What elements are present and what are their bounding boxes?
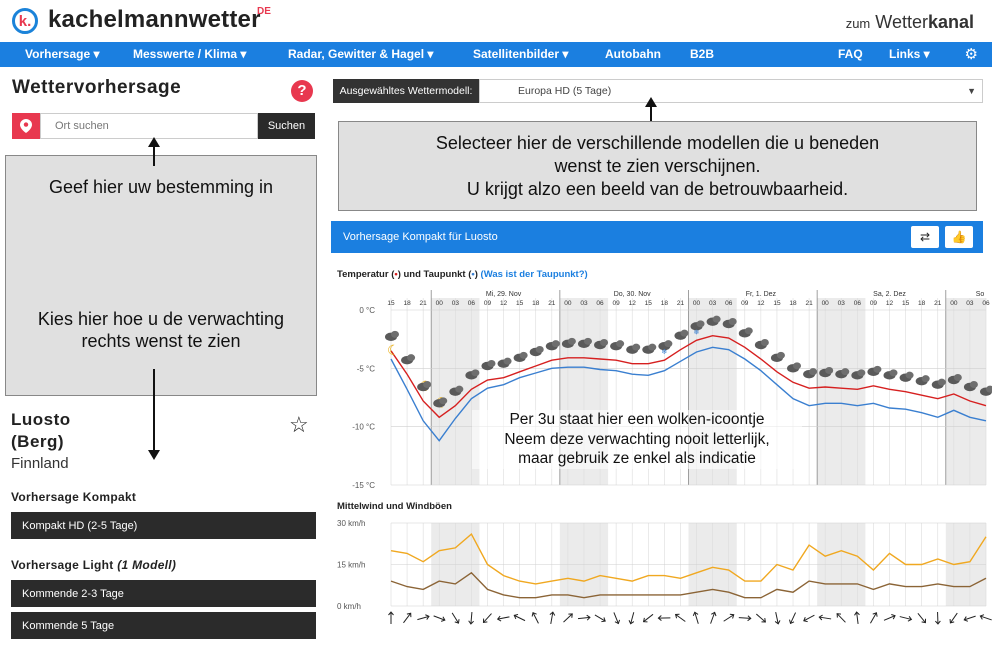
wind-arrow-icon xyxy=(548,612,555,625)
hour-tick-label: 15 xyxy=(773,300,781,307)
logo-suffix: DE xyxy=(257,6,271,17)
cloud-icon xyxy=(890,369,898,376)
hour-tick-label: 03 xyxy=(966,300,974,307)
day-label: Sa, 2. Dez xyxy=(873,291,906,298)
wind-ytick-label: 15 km/h xyxy=(337,560,366,570)
logo-text[interactable]: kachelmannwetter xyxy=(48,6,261,33)
cloud-icon xyxy=(761,339,769,346)
wind-arrow-icon xyxy=(562,612,574,624)
wind-arrow-icon xyxy=(803,613,816,623)
section-light xyxy=(11,558,176,572)
wind-arrow-icon xyxy=(642,612,655,623)
cloud-icon xyxy=(697,320,705,327)
cloud-icon xyxy=(600,339,608,346)
gear-icon[interactable]: ⚙ xyxy=(964,46,978,63)
nav-autobahn[interactable]: Autobahn xyxy=(605,47,661,61)
wind-arrow-icon xyxy=(899,614,912,622)
wind-arrow-shaft xyxy=(564,614,573,622)
wind-arrow-shaft xyxy=(578,617,590,618)
wind-arrow-icon xyxy=(468,612,474,624)
retweet-icon[interactable]: ⇄ xyxy=(911,226,939,248)
temp-ytick-label: 0 °C xyxy=(359,306,375,315)
section-kompakt: Vorhersage Kompakt xyxy=(11,490,137,504)
hour-tick-label: 18 xyxy=(918,300,926,307)
cloud-icon xyxy=(632,344,640,351)
wetterkanal-link[interactable] xyxy=(846,12,974,33)
wind-arrow-icon xyxy=(935,612,940,624)
snowflake-icon: ❄ xyxy=(661,349,668,357)
wind-arrow-icon xyxy=(482,612,494,624)
wind-arrow-icon xyxy=(868,612,878,625)
forecast-panel-header xyxy=(331,221,983,253)
cloud-icon xyxy=(873,366,881,373)
day-label: Do, 30. Nov xyxy=(613,291,651,298)
cloud-icon xyxy=(455,386,463,393)
kommende-5-button[interactable]: Kommende 5 Tage xyxy=(11,612,316,639)
wind-arrow-icon xyxy=(755,612,767,624)
hour-tick-label: 09 xyxy=(741,300,749,307)
hour-tick-label: 06 xyxy=(467,300,476,307)
cloud-icon xyxy=(439,397,447,404)
hour-tick-label: 03 xyxy=(709,300,717,307)
wind-arrow-icon xyxy=(948,612,959,625)
wind-arrow-icon xyxy=(578,615,590,621)
annotation-cloud-3: maar gebruik ze enkel als indicatie xyxy=(518,450,756,467)
model-selected: Europa HD (5 Tage) xyxy=(518,85,612,97)
chevron-down-icon: ▼ xyxy=(967,86,976,96)
wetterkanal-b: kanal xyxy=(927,12,974,32)
day-label: Mi, 29. Nov xyxy=(485,291,522,298)
nav-satellitenbilder[interactable]: Satellitenbilder ▾ xyxy=(473,47,569,61)
hour-tick-label: 00 xyxy=(564,300,572,307)
cloud-icon xyxy=(857,369,865,376)
annotation-destination-box xyxy=(5,155,317,396)
kommende-2-3-button[interactable]: Kommende 2-3 Tage xyxy=(11,580,316,607)
cloud-icon xyxy=(680,330,688,337)
temp-title-b: • xyxy=(394,269,398,280)
annotation-cloud-2: Neem deze verwachting nooit letterlijk, xyxy=(504,430,770,448)
hour-tick-label: 18 xyxy=(403,300,411,307)
annotation-cloud-1: Per 3u staat hier een wolken-icoontje xyxy=(509,411,765,428)
wind-arrow-icon xyxy=(531,612,541,625)
wind-arrow-icon xyxy=(854,612,860,625)
hour-tick-label: 21 xyxy=(805,300,813,307)
hour-tick-label: 21 xyxy=(934,300,942,307)
annotation-models-3: U krijgt alzo een beeld van de betrouwbaarheid. xyxy=(466,179,849,199)
location-name-2: (Berg) xyxy=(11,432,65,451)
location-country: Finnland xyxy=(11,455,69,472)
hour-tick-label: 03 xyxy=(837,300,845,307)
cloud-icon xyxy=(552,340,560,347)
wind-arrow-icon xyxy=(692,612,700,625)
cloud-icon xyxy=(520,352,528,359)
cloud-icon xyxy=(954,374,962,381)
annotation-cloud-box xyxy=(472,410,802,469)
wind-chart-title: Mittelwind und Windböen xyxy=(337,501,452,512)
wind-arrow-shaft xyxy=(739,618,751,619)
nav-radar[interactable]: Radar, Gewitter & Hagel ▾ xyxy=(288,47,434,61)
cloud-icon xyxy=(616,340,624,347)
hour-tick-label: 12 xyxy=(499,300,508,307)
day-label: So xyxy=(975,291,985,298)
wind-arrow-icon xyxy=(658,615,670,620)
logo-letter: k. xyxy=(18,12,32,30)
temp-title-c: ) und Taupunkt ( xyxy=(397,269,472,280)
annotation-models-2: wenst te zien verschijnen. xyxy=(554,156,761,176)
wind-arrow-icon xyxy=(417,614,430,622)
cloud-icon xyxy=(777,352,785,359)
hour-tick-label: 15 xyxy=(644,300,652,307)
night-band-temp xyxy=(946,298,986,485)
hour-tick-label: 06 xyxy=(853,300,861,307)
wind-arrow-icon xyxy=(963,614,976,622)
wind-arrow-shaft xyxy=(483,614,491,623)
section-light-label: Vorhersage Light xyxy=(11,558,114,572)
hour-tick-label: 15 xyxy=(516,300,524,307)
wind-arrow-icon xyxy=(389,612,394,624)
moon-icon: ☾ xyxy=(387,341,400,358)
cloud-icon xyxy=(584,338,592,345)
annotation-how-2: rechts wenst te zien xyxy=(81,331,241,351)
main-nav xyxy=(0,42,992,67)
hour-tick-label: 12 xyxy=(885,300,894,307)
location-name xyxy=(11,409,71,453)
hour-tick-label: 06 xyxy=(725,300,733,307)
temp-ytick-label: -5 °C xyxy=(356,364,375,374)
cloud-icon xyxy=(504,358,512,365)
hour-tick-label: 21 xyxy=(676,300,685,307)
cloud-icon xyxy=(713,316,721,323)
search-button[interactable]: Suchen xyxy=(258,113,315,139)
wind-arrow-icon xyxy=(883,613,896,622)
wind-arrow-icon xyxy=(980,614,992,623)
wind-arrow-shaft xyxy=(676,614,686,621)
dewpoint-help-link[interactable]: (Was ist der Taupunkt?) xyxy=(480,269,588,280)
wind-ytick-label: 0 km/h xyxy=(337,602,362,611)
top-bar xyxy=(0,0,992,42)
wind-arrow-icon xyxy=(708,612,717,625)
nav-b2b[interactable]: B2B xyxy=(690,47,715,61)
wetterkanal-prefix: zum xyxy=(845,16,871,31)
wind-arrow-icon xyxy=(773,612,780,625)
wind-arrow-icon xyxy=(835,612,847,624)
cloud-icon xyxy=(841,368,849,375)
sidebar xyxy=(0,67,322,653)
cloud-icon xyxy=(471,369,479,376)
cloud-icon xyxy=(825,367,833,374)
hour-tick-label: 09 xyxy=(869,300,878,307)
cloud-icon xyxy=(793,362,801,369)
favorite-star-icon[interactable]: ☆ xyxy=(289,412,309,437)
wind-arrow-shaft xyxy=(471,612,472,624)
hour-tick-label: 00 xyxy=(950,300,958,307)
annotation-arrow-up xyxy=(153,146,155,166)
temp-title-e: ) xyxy=(474,269,481,280)
nav-vorhersage[interactable]: Vorhersage ▾ xyxy=(25,47,100,61)
hour-tick-label: 00 xyxy=(692,300,701,307)
help-icon[interactable]: ? xyxy=(291,80,313,102)
wind-arrow-icon xyxy=(433,614,446,623)
hour-tick-label: 18 xyxy=(532,300,540,307)
wind-arrow-icon xyxy=(594,613,607,623)
cloud-icon xyxy=(745,327,753,334)
section-light-note: (1 Modell) xyxy=(117,558,177,572)
annotation-how-1: Kies hier hoe u de verwachting xyxy=(37,309,285,329)
temp-title-d: • xyxy=(471,269,475,280)
hour-tick-label: 18 xyxy=(660,300,668,307)
wind-arrow-shaft xyxy=(756,614,765,622)
hour-tick-label: 03 xyxy=(451,300,459,307)
hour-tick-label: 12 xyxy=(628,300,636,307)
wind-ytick-label: 30 km/h xyxy=(337,519,366,528)
cloud-icon xyxy=(729,318,737,325)
temp-ytick-label: -15 °C xyxy=(352,481,375,490)
wind-arrow-shaft xyxy=(950,613,957,623)
model-label: Ausgewähltes Wettermodell: xyxy=(333,79,479,103)
cloud-icon xyxy=(970,381,978,388)
wind-arrow-icon xyxy=(612,612,621,625)
wind-arrow-shaft xyxy=(644,614,653,621)
temp-ytick-label: -10 °C xyxy=(352,422,375,432)
wind-arrow-icon xyxy=(513,613,526,623)
temp-title-a: Temperatur ( xyxy=(337,269,395,280)
hour-tick-label: 18 xyxy=(789,300,797,307)
annotation-models-1: Selecteer hier de verschillende modellen die u beneden xyxy=(435,133,880,153)
cloud-icon xyxy=(423,381,431,388)
cloud-icon xyxy=(938,379,946,386)
wind-arrow-icon xyxy=(497,614,510,621)
hour-tick-label: 09 xyxy=(612,300,620,307)
nav-messwerte[interactable]: Messwerte / Klima ▾ xyxy=(133,47,247,61)
annotation-models-box xyxy=(338,121,977,211)
nav-links[interactable]: Links ▾ xyxy=(889,47,930,61)
day-label: Fr, 1. Dez xyxy=(745,291,777,298)
hour-tick-label: 06 xyxy=(596,300,604,307)
location-name-1: Luosto xyxy=(11,410,71,429)
forecast-panel-title: Vorhersage Kompakt für Luosto xyxy=(343,231,498,243)
location-pin-icon[interactable] xyxy=(12,113,40,139)
hour-tick-label: 12 xyxy=(757,300,765,307)
snowflake-icon: ❄ xyxy=(693,329,700,337)
wetterkanal-a: Wetter xyxy=(875,12,928,32)
wind-arrow-shaft xyxy=(837,614,845,623)
hour-tick-label: 06 xyxy=(982,300,990,307)
hour-tick-label: 21 xyxy=(548,300,556,307)
wind-arrow-icon xyxy=(916,612,927,624)
wind-arrow-icon xyxy=(722,613,735,624)
annotation-arrow-down xyxy=(153,369,155,451)
kompakt-hd-button[interactable]: Kompakt HD (2-5 Tage) xyxy=(11,512,316,539)
cloud-icon xyxy=(906,372,914,379)
cloud-icon xyxy=(391,331,399,338)
wind-arrow-icon xyxy=(739,615,751,621)
cloud-icon xyxy=(568,338,576,345)
wind-arrow-icon xyxy=(628,612,636,625)
hour-tick-label: 21 xyxy=(419,300,427,307)
hour-tick-label: 09 xyxy=(483,300,492,307)
hour-tick-label: 15 xyxy=(901,300,910,307)
nav-faq[interactable]: FAQ xyxy=(838,47,863,61)
wind-arrow-icon xyxy=(674,612,687,623)
hour-tick-label: 03 xyxy=(580,300,588,307)
wind-arrow-icon xyxy=(450,612,461,625)
hour-tick-label: 15 xyxy=(387,300,395,307)
cloud-icon xyxy=(407,354,415,361)
wind-arrow-icon xyxy=(819,615,832,622)
cloud-icon xyxy=(487,360,495,367)
cloud-icon xyxy=(922,375,930,382)
sidebar-title: Wettervorhersage xyxy=(12,77,182,98)
wind-arrow-shaft xyxy=(918,613,926,622)
wind-arrow-icon xyxy=(788,612,798,625)
cloud-icon xyxy=(664,340,672,347)
annotation-destination: Geef hier uw bestemming in xyxy=(48,177,274,197)
hour-tick-label: 00 xyxy=(435,300,443,307)
model-select[interactable] xyxy=(479,79,983,103)
cloud-icon xyxy=(809,368,817,375)
thumbs-up-icon[interactable]: 👍 xyxy=(945,226,973,248)
cloud-icon xyxy=(536,346,544,353)
wind-arrow-shaft xyxy=(403,613,410,623)
wind-arrow-icon xyxy=(401,612,412,625)
cloud-icon xyxy=(648,344,656,351)
hour-tick-label: 00 xyxy=(821,300,829,307)
logo-icon[interactable] xyxy=(12,8,38,34)
search-input[interactable] xyxy=(40,113,258,139)
